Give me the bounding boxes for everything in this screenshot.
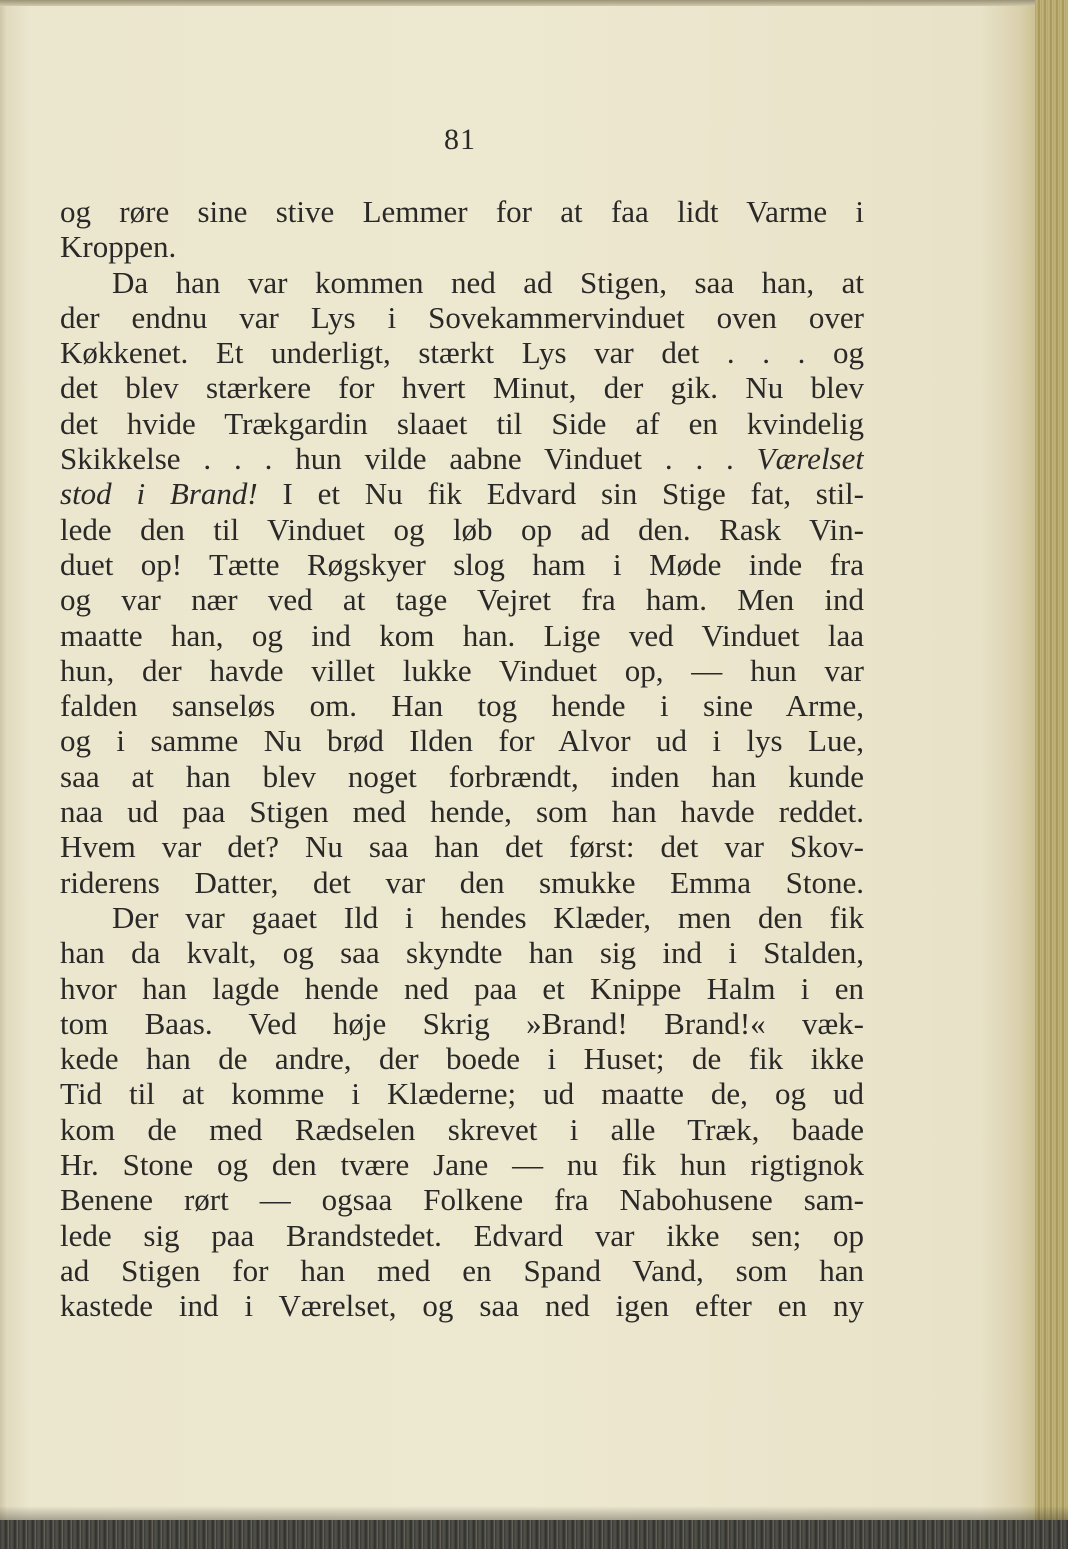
text-line — [60, 865, 864, 900]
text-segment: Hr. Stone og den tvære Jane — nu fik hun rigtignok — [60, 1147, 864, 1183]
text-line — [60, 1041, 864, 1076]
text-line — [60, 1218, 864, 1253]
page-number: 81 — [444, 123, 476, 156]
text-segment: det blev stærkere for hvert Minut, der gik. Nu blev — [60, 370, 864, 406]
text-segment: Køkkenet. Et underligt, stærkt Lys var det . . . og — [60, 335, 864, 371]
text-line — [60, 512, 864, 547]
text-segment: Da han var kommen ned ad Stigen, saa han, at — [112, 264, 864, 300]
text-line — [60, 406, 864, 441]
text-segment: maatte han, og ind kom han. Lige ved Vinduet laa — [60, 617, 864, 653]
page-left-edge — [0, 0, 8, 1549]
text-segment: han da kvalt, og saa skyndte han sig ind i Stalden, — [60, 935, 864, 971]
text-line — [60, 441, 864, 476]
text-line — [60, 1006, 864, 1041]
text-line — [60, 1112, 864, 1147]
text-line — [60, 829, 864, 864]
text-line — [60, 547, 864, 582]
text-segment: kede han de andre, der boede i Huset; de fik ikke — [60, 1041, 864, 1077]
text-segment: naa ud paa Stigen med hende, som han havde reddet. — [60, 794, 864, 830]
text-line — [60, 370, 864, 405]
text-line — [60, 618, 864, 653]
text-line — [60, 759, 864, 794]
text-segment: og røre sine stive Lemmer for at faa lidt Varme i — [60, 194, 864, 229]
text-segment: Hvem var det? Nu saa han det først: det var Skov- — [60, 829, 864, 865]
text-segment: hun, der havde villet lukke Vinduet op, — hun var — [60, 652, 864, 688]
text-line — [60, 582, 864, 617]
text-segment: Skikkelse . . . hun vilde aabne Vinduet . . . — [60, 441, 757, 477]
text-segment: I et Nu fik Edvard sin Stige fat, stil- — [257, 476, 864, 512]
page-top-edge — [0, 0, 1068, 6]
text-line — [60, 194, 864, 229]
text-line — [60, 971, 864, 1006]
text-line — [60, 935, 864, 970]
text-line — [60, 900, 864, 935]
text-segment: duet op! Tætte Røgskyer slog ham i Møde inde fra — [60, 546, 864, 582]
text-line — [60, 300, 864, 335]
text-segment-italic: stod i Brand! — [60, 476, 258, 512]
text-segment: der endnu var Lys i Sovekammervinduet oven over — [60, 299, 864, 335]
text-segment: kom de med Rædselen skrevet i alle Træk, baade — [60, 1111, 864, 1147]
text-line — [60, 1147, 864, 1182]
text-segment: tom Baas. Ved høje Skrig »Brand! Brand!« væk- — [60, 1005, 864, 1041]
text-segment: Der var gaaet Ild i hendes Klæder, men den fik — [112, 899, 864, 935]
text-segment: falden sanseløs om. Han tog hende i sine Arme, — [60, 688, 864, 724]
text-segment: saa at han blev noget forbrændt, inden han kunde — [60, 758, 864, 794]
body-text — [60, 194, 864, 1324]
text-segment: lede sig paa Brandstedet. Edvard var ikke sen; op — [60, 1217, 864, 1253]
text-segment: Kroppen. — [60, 229, 177, 265]
text-line — [60, 723, 864, 758]
text-segment: kastede ind i Værelset, og saa ned igen efter en ny — [60, 1288, 864, 1324]
text-line — [60, 653, 864, 688]
text-segment: og i samme Nu brød Ilden for Alvor ud i lys Lue, — [60, 723, 864, 759]
text-segment: lede den til Vinduet og løb op ad den. Rask Vin- — [60, 511, 864, 547]
text-line — [60, 265, 864, 300]
text-segment: ad Stigen for han med en Spand Vand, som han — [60, 1252, 864, 1288]
text-segment: hvor han lagde hende ned paa et Knippe Halm i en — [60, 970, 864, 1006]
text-line — [60, 1182, 864, 1217]
text-line — [60, 1288, 864, 1323]
text-segment: Tid til at komme i Klæderne; ud maatte de, og ud — [60, 1076, 864, 1112]
text-line — [60, 688, 864, 723]
text-line — [60, 476, 864, 511]
text-line — [60, 229, 864, 264]
text-segment: og var nær ved at tage Vejret fra ham. Men ind — [60, 582, 864, 618]
text-line — [60, 335, 864, 370]
text-line — [60, 1076, 864, 1111]
text-segment-italic: Værelset — [756, 441, 864, 477]
text-segment: Benene rørt — ogsaa Folkene fra Nabohusene sam- — [60, 1182, 864, 1218]
text-segment: riderens Datter, det var den smukke Emma Stone. — [60, 864, 864, 900]
page-bottom-edge — [0, 1520, 1068, 1549]
page-right-edge — [1035, 0, 1068, 1549]
page-bottom-shade — [0, 1506, 1068, 1520]
text-segment: det hvide Trækgardin slaaet til Side af en kvindelig — [60, 405, 864, 441]
text-line — [60, 1253, 864, 1288]
text-line — [60, 794, 864, 829]
